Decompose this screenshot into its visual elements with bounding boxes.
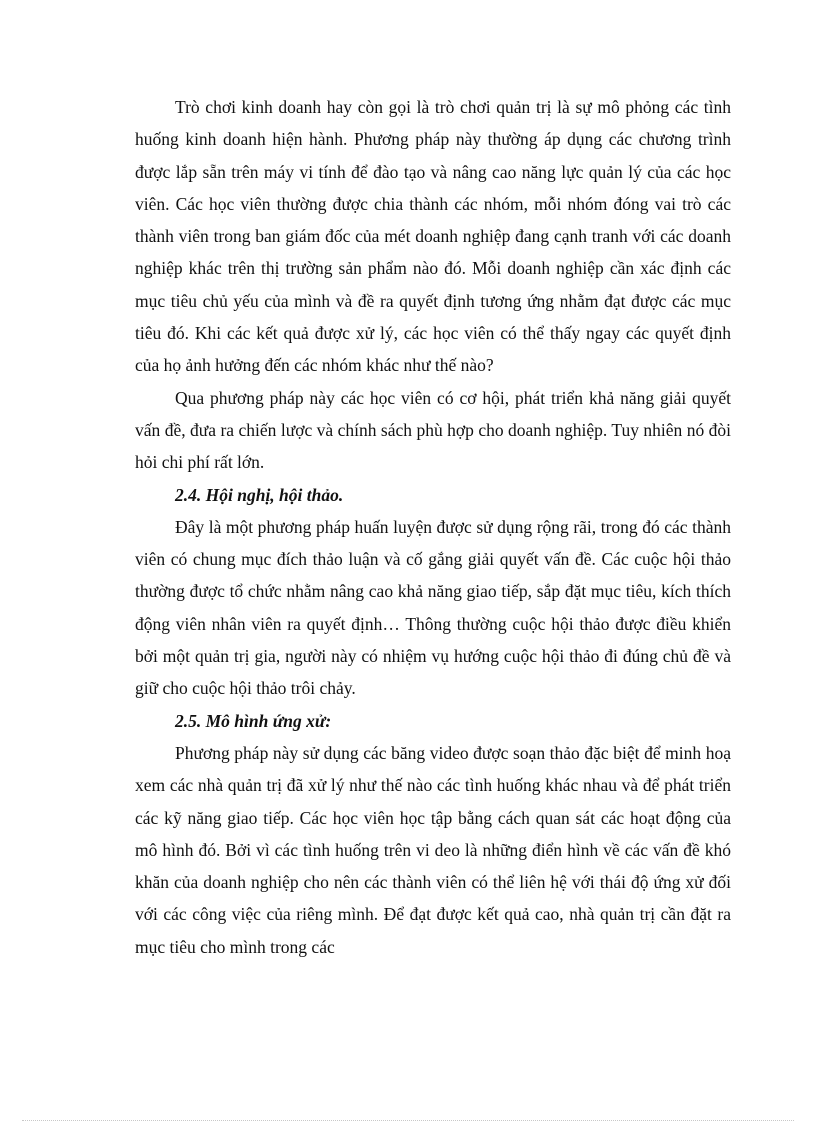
page-bottom-divider bbox=[22, 1120, 794, 1121]
section-heading-behavior-model: 2.5. Mô hình ứng xử: bbox=[175, 710, 332, 731]
paragraph-conferences: Đây là một phương pháp huấn luyện được sử dụng rộng rãi, trong đó các thành viên có chung mục đích thảo luận và cố gắng giải quyết vấn đề. Các cuộc hội thảo thường được tổ chức nhằm nâng cao khả năng giao tiếp, sắp đặt mục tiêu, kích thích động viên nhân viên ra quyết định… Thông thường cuộc hội thảo được điều khiển bởi một quản trị gia, người này có nhiệm vụ hướng cuộc hội thảo đi đúng chủ đề và giữ cho cuộc hội thảo trôi chảy. bbox=[135, 516, 731, 699]
paragraph-business-games: Trò chơi kinh doanh hay còn gọi là trò chơi quản trị là sự mô phỏng các tình huống kinh doanh hiện hành. Phương pháp này thường áp dụng các chương trình được lắp sẵn trên máy vi tính để đào tạo và nâng cao năng lực quản lý của các học viên. Các học viên thường được chia thành các nhóm, mỗi nhóm đóng vai trò các thành viên trong ban giám đốc của mét doanh nghiệp đang cạnh tranh với các doanh nghiệp khác trên thị trường sản phẩm nào đó. Mỗi doanh nghiệp cần xác định các mục tiêu chủ yếu của mình và đề ra quyết định tương ứng nhằm đạt được các mục tiêu đó. Khi các kết quả được xử lý, các học viên có thể thấy ngay các quyết định của họ ảnh hưởng đến các nhóm khác như thế nào? bbox=[135, 97, 731, 376]
section-heading-conferences: 2.4. Hội nghị, hội thảo. bbox=[175, 484, 344, 505]
paragraph-behavior-model: Phương pháp này sử dụng các băng video được soạn thảo đặc biệt để minh hoạ xem các nhà quản trị đã xử lý như thế nào các tình huống khác nhau và để phát triển các kỹ năng giao tiếp. Các học viên học tập bằng cách quan sát các hoạt động của mô hình đó. Bởi vì các tình huống trên vi deo là những điển hình về các vấn đề khó khăn của doanh nghiệp cho nên các thành viên có thể liên hệ với thái độ ứng xử đối với các công việc của riêng mình. Để đạt được kết quả cao, nhà quản trị cần đặt ra mục tiêu cho mình trong các bbox=[135, 742, 731, 957]
document-body bbox=[135, 91, 731, 963]
paragraph-business-games-benefits: Qua phương pháp này các học viên có cơ hội, phát triển khả năng giải quyết vấn đề, đưa ra chiến lược và chính sách phù hợp cho doanh nghiệp. Tuy nhiên nó đòi hỏi chi phí rất lớn. bbox=[135, 387, 731, 473]
